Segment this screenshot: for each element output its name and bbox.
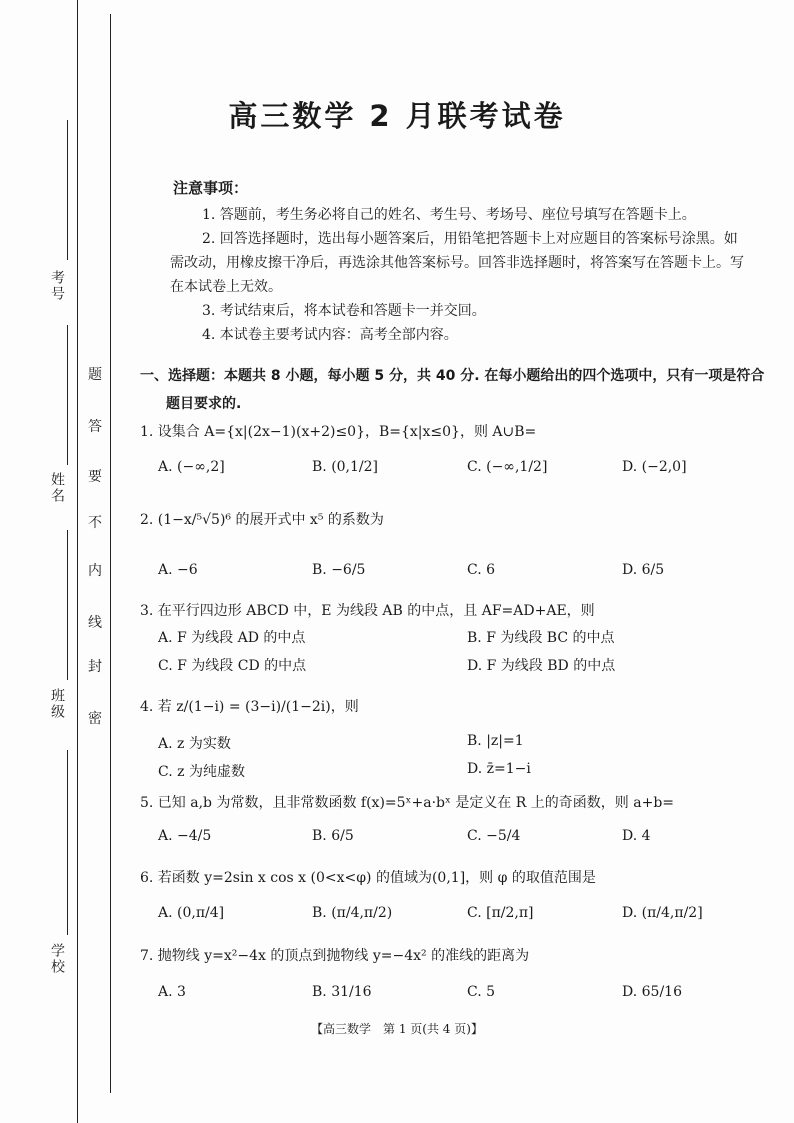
seal-char-8: 密 [88,711,102,727]
q3-option-d: D. F 为线段 BD 的中点 [467,658,616,674]
q7-option-a: A. 3 [158,984,186,1000]
q5-option-a: A. −4/5 [158,828,212,844]
question-2-stem: 2. (1−x/⁵√5)⁶ 的展开式中 x⁵ 的系数为 [140,512,384,528]
binding-line-outer [77,0,78,1123]
school-blank[interactable] [67,750,68,935]
q3-option-c: C. F 为线段 CD 的中点 [158,658,307,674]
notice-block [170,176,750,347]
q3-option-a: A. F 为线段 AD 的中点 [158,630,306,646]
q6-option-a: A. (0,π/4] [158,905,225,921]
q7-option-d: D. 65/16 [622,984,682,1000]
q4-option-c: C. z 为纯虚数 [158,764,245,780]
q2-option-a: A. −6 [158,562,198,578]
seal-char-3: 要 [88,469,102,485]
exam-no-blank[interactable] [67,120,68,260]
q4-option-d: D. z̄=1−i [467,761,531,777]
seal-char-1: 题 [88,367,102,383]
name-label: 姓名 [49,472,65,504]
q3-option-b: B. F 为线段 BC 的中点 [467,630,615,646]
seal-char-5: 内 [88,563,102,579]
name-blank[interactable] [67,325,68,465]
notice-item-1: 1. 答题前，考生务必将自己的姓名、考生号、考场号、座位号填写在答题卡上。 [202,207,696,223]
q2-option-b: B. −6/5 [312,562,366,578]
q6-option-c: C. [π/2,π] [467,905,534,921]
section-line-2: 题目要求的. [166,396,242,412]
q4-option-b: B. |z|=1 [467,733,524,749]
q5-option-c: C. −5/4 [467,828,521,844]
q7-option-b: B. 31/16 [312,984,372,1000]
seal-char-6: 线 [88,615,102,631]
question-5-stem: 5. 已知 a,b 为常数，且非常数函数 f(x)=5ˣ+a·bˣ 是定义在 R 上的奇函数，则 a+b= [140,795,675,811]
notice-item-3: 3. 考试结束后，将本试卷和答题卡一并交回。 [202,303,486,319]
q1-option-b: B. (0,1/2] [312,459,379,475]
school-label: 学校 [49,943,65,975]
question-4-stem: 4. 若 z/(1−i) = (3−i)/(1−2i)，则 [140,699,359,715]
notice-item-2: 2. 回答选择题时，选出每小题答案后，用铅笔把答题卡上对应题目的答案标号涂黑。如需改动，用橡皮擦干净后，再选涂其他答案标号。回答非选择题时，将答案写在答题卡上。写在本试卷上无效。 [170,231,744,295]
class-label: 班级 [49,688,65,720]
q6-option-d: D. (π/4,π/2] [622,905,703,921]
page-footer: 【高三数学 第 1 页(共 4 页)】 [311,1022,483,1036]
binding-line-inner [110,14,111,1093]
section-line-1: 一、选择题：本题共 8 小题，每小题 5 分，共 40 分. 在每小题给出的四个选项中，只有一项是符合 [140,368,765,384]
q5-option-d: D. 4 [622,828,651,844]
question-7-stem: 7. 抛物线 y=x²−4x 的顶点到抛物线 y=−4x² 的准线的距离为 [140,948,530,964]
q2-option-d: D. 6/5 [622,562,665,578]
question-1-stem: 1. 设集合 A={x|(2x−1)(x+2)≤0}，B={x|x≤0}，则 A∪B= [140,424,537,440]
question-6-stem: 6. 若函数 y=2sin x cos x (0<x<φ) 的值域为(0,1]，则 φ 的取值范围是 [140,870,596,886]
seal-char-7: 封 [88,659,102,675]
q7-option-c: C. 5 [467,984,496,1000]
class-blank[interactable] [67,530,68,680]
q1-option-d: D. (−2,0] [622,459,687,475]
section-heading [140,362,780,418]
page-title: 高三数学 2 月联考试卷 [228,99,566,133]
seal-char-4: 不 [88,515,102,531]
question-3-stem: 3. 在平行四边形 ABCD 中，E 为线段 AB 的中点，且 AF=AD+AE，则 [140,603,595,619]
q6-option-b: B. (π/4,π/2) [312,905,393,921]
q5-option-b: B. 6/5 [312,828,354,844]
q2-option-c: C. 6 [467,562,496,578]
notice-item-4: 4. 本试卷主要考试内容：高考全部内容。 [202,327,458,343]
notice-heading: 注意事项： [173,179,249,197]
seal-char-2: 答 [88,419,102,435]
q4-option-a: A. z 为实数 [158,736,231,752]
q1-option-c: C. (−∞,1/2] [467,459,548,475]
q1-option-a: A. (−∞,2] [158,459,225,475]
exam-no-label: 考号 [49,270,65,302]
